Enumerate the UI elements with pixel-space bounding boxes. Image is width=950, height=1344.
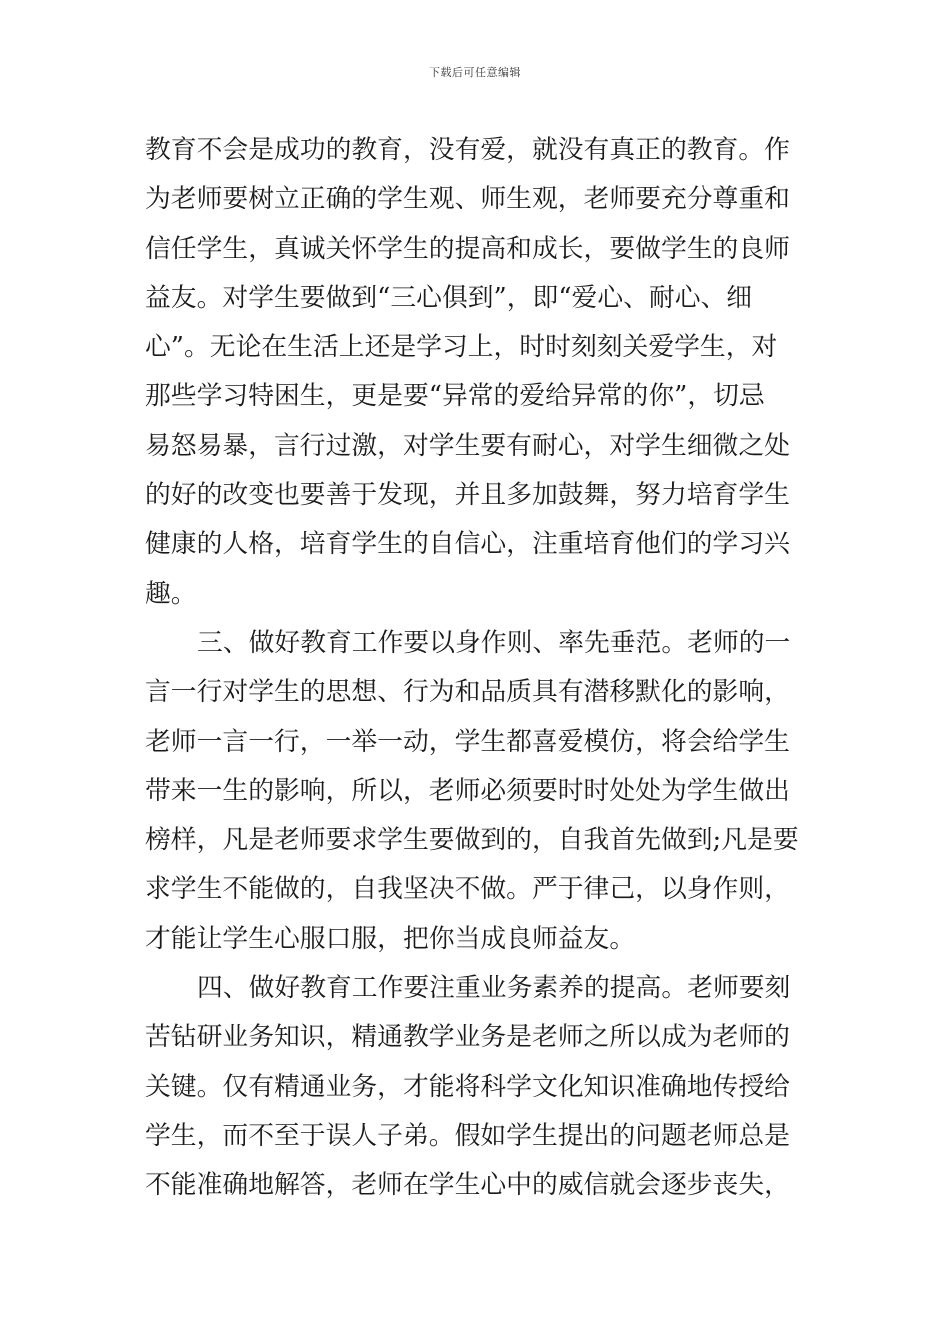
text-line: 易怒易暴，言行过激，对学生要有耐心，对学生细微之处 [145, 430, 790, 461]
text-line: 言一行对学生的思想、行为和品质具有潜移默化的影响， [145, 677, 790, 708]
text-line: 趣。 [145, 578, 197, 609]
text-line: 信任学生，真诚关怀学生的提高和成长，要做学生的良师 [145, 233, 790, 264]
text-line: 带来一生的影响，所以，老师必须要时时处处为学生做出 [145, 775, 790, 806]
text-line: 才能让学生心服口服，把你当成良师益友。 [145, 923, 636, 954]
text-line: 学生，而不至于误人子弟。假如学生提出的问题老师总是 [145, 1120, 790, 1151]
text-line: 关键。仅有精通业务，才能将科学文化知识准确地传授给 [145, 1071, 790, 1102]
text-line: 教育不会是成功的教育，没有爱，就没有真正的教育。作 [145, 135, 790, 165]
page-header: 下载后可任意编辑 [429, 66, 521, 79]
text-line: 为老师要树立正确的学生观、师生观，老师要充分尊重和 [145, 184, 790, 215]
text-line: 的好的改变也要善于发现，并且多加鼓舞，努力培育学生 [145, 480, 790, 511]
document-body [145, 126, 805, 1211]
text-line: 榜样，凡是老师要求学生要做到的，自我首先做到;凡是要 [145, 825, 799, 856]
text-line: 益友。对学生要做到“三心俱到”，即“爱心、耐心、细 [145, 282, 753, 313]
text-line: 老师一言一行，一举一动，学生都喜爱模仿，将会给学生 [145, 726, 790, 757]
paragraph-start-line: 三、做好教育工作要以身作则、率先垂范。老师的一 [197, 627, 791, 658]
text-line: 求学生不能做的，自我坚决不做。严于律己，以身作则， [145, 874, 790, 905]
text-line: 苦钻研业务知识，精通教学业务是老师之所以成为老师的 [145, 1022, 790, 1053]
text-line: 心”。无论在生活上还是学习上，时时刻刻关爱学生，对 [145, 332, 778, 363]
text-line: 那些学习特困生，更是要“异常的爱给异常的你”，切忌 [145, 381, 765, 412]
text-line: 健康的人格，培育学生的自信心，注重培育他们的学习兴 [145, 529, 790, 560]
text-line: 不能准确地解答，老师在学生心中的威信就会逐步丧失， [145, 1170, 790, 1201]
paragraph-start-line: 四、做好教育工作要注重业务素养的提高。老师要刻 [197, 973, 791, 1004]
